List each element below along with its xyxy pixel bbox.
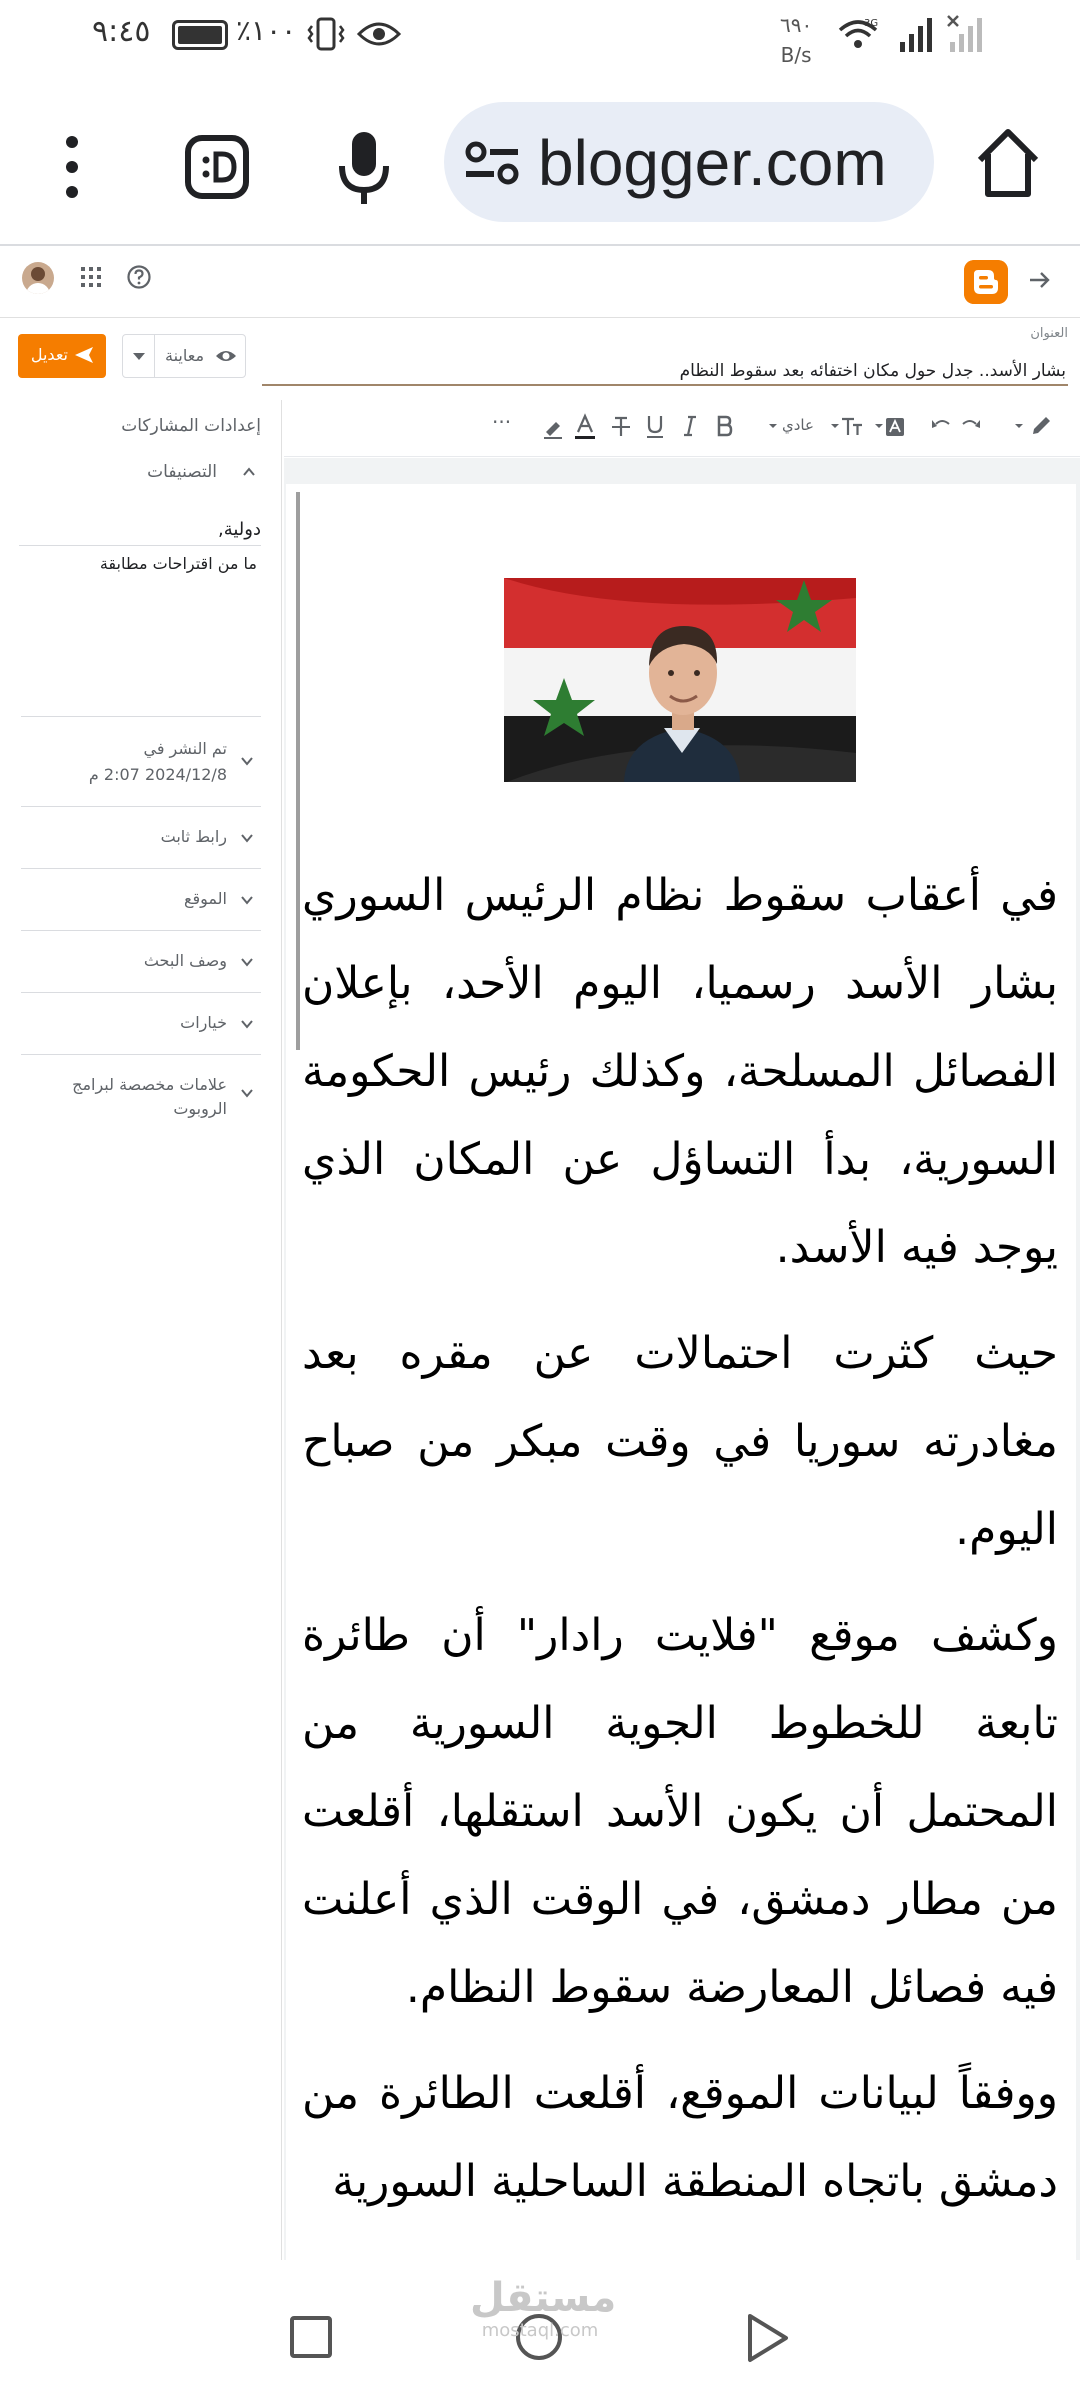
chevron-down-icon <box>239 954 255 970</box>
blogger-logo-icon[interactable] <box>964 260 1008 304</box>
paragraph: في أعقاب سقوط نظام الرئيس السوري بشار الأسد رسميا، اليوم الأحد، بإعلان الفصائل المسلحة، وكذلك رئيس الحكومة السورية، بدأ التساؤل عن المكان الذي يوجد فيه الأسد. <box>302 870 1058 1273</box>
options-section[interactable] <box>21 992 261 1054</box>
published-date: 2024/12/8 2:07 م <box>88 765 227 784</box>
toolbar-divider <box>0 244 1080 246</box>
chevron-down-icon <box>239 753 255 769</box>
preview-button-group <box>122 334 246 378</box>
search-description-section[interactable] <box>21 930 261 992</box>
title-caption: العنوان <box>1030 326 1068 341</box>
editor-toolbar <box>284 404 1080 450</box>
location-label: الموقع <box>184 889 227 908</box>
preview-dropdown-icon[interactable] <box>123 335 155 377</box>
font-size-icon[interactable] <box>830 412 864 442</box>
update-button[interactable] <box>18 334 106 378</box>
permalink-label: رابط ثابت <box>160 827 227 846</box>
vibrate-icon <box>306 16 346 52</box>
battery-icon <box>172 20 228 50</box>
chevron-down-icon[interactable] <box>1014 412 1024 442</box>
pencil-icon[interactable] <box>1028 412 1054 442</box>
undo-icon[interactable] <box>930 412 952 442</box>
chevron-up-icon <box>241 464 257 480</box>
labels-header: التصنيفات <box>147 462 217 482</box>
wifi-icon <box>836 16 880 52</box>
discover-icon[interactable] <box>182 132 252 202</box>
watermark-url: mostaql.com <box>481 2320 599 2341</box>
text-color-icon[interactable] <box>574 412 596 442</box>
eye-icon <box>215 348 237 364</box>
preview-label: معاينة <box>165 346 205 365</box>
robots-tags-section[interactable] <box>21 1054 261 1134</box>
italic-icon[interactable] <box>680 412 700 442</box>
url-text[interactable]: blogger.com <box>538 127 887 199</box>
browser-toolbar <box>0 88 1080 238</box>
bold-icon[interactable] <box>714 412 734 442</box>
published-section[interactable] <box>21 716 261 806</box>
underline-icon[interactable] <box>644 412 666 442</box>
format-dropdown[interactable]: عادي <box>782 416 814 434</box>
labels-section-header[interactable] <box>21 460 257 490</box>
signal-icon <box>896 14 940 54</box>
post-body-text[interactable] <box>302 852 1058 2244</box>
editor-caret <box>296 492 300 1050</box>
blogger-header <box>0 248 1080 318</box>
redo-icon[interactable] <box>960 412 982 442</box>
post-settings-panel <box>0 400 282 2260</box>
post-title-input[interactable]: بشار الأسد.. جدل حول مكان اختفائه بعد سقوط النظام <box>262 356 1068 386</box>
preview-button[interactable] <box>155 335 245 377</box>
toolbar-divider <box>284 456 1080 457</box>
mic-icon[interactable] <box>334 128 394 208</box>
system-nav-bar <box>0 2260 1080 2400</box>
signal-no-sim-icon <box>946 14 990 54</box>
send-icon <box>74 346 94 364</box>
chevron-down-icon[interactable] <box>768 412 778 442</box>
location-section[interactable] <box>21 868 261 930</box>
net-speed: ٦٩٠ B/s <box>780 13 813 67</box>
post-image[interactable] <box>504 578 856 782</box>
published-label: تم النشر في <box>143 739 227 758</box>
chevron-down-icon <box>239 1016 255 1032</box>
post-settings-heading: إعدادات المشاركات <box>121 416 261 436</box>
permalink-section[interactable] <box>21 806 261 868</box>
more-options-button[interactable]: ··· <box>492 410 512 434</box>
paragraph: حيث كثرت احتمالات عن مقره بعد مغادرته سوريا في وقت مبكر من صباح اليوم. <box>302 1328 1058 1555</box>
paragraph: وكشف موقع "فلايت رادار" أن طائرة تابعة للخطوط الجوية السورية من المحتمل أن يكون الأسد استقلها، أقلعت من مطار دمشق، في الوقت الذي أعلنت فيه فصائل المعارضة سقوط النظام. <box>302 1610 1058 2013</box>
svg-text:3G: 3G <box>864 18 879 29</box>
options-label: خيارات <box>180 1013 227 1032</box>
chevron-down-icon <box>239 1085 255 1101</box>
robots-tags-label-line1: علامات مخصصة لبرامج <box>72 1075 227 1094</box>
update-label: تعديل <box>30 345 68 364</box>
watermark-logo: مستقل <box>470 2275 617 2321</box>
status-bar <box>0 0 1080 78</box>
recents-icon[interactable] <box>290 2316 332 2358</box>
paragraph: ووفقاً لبيانات الموقع، أقلعت الطائرة من دمشق باتجاه المنطقة الساحلية السورية <box>302 2068 1058 2207</box>
status-time: ٩:٤٥ <box>92 14 151 49</box>
avatar[interactable] <box>22 262 54 294</box>
help-icon[interactable] <box>126 264 152 290</box>
arrow-forward-icon[interactable] <box>1026 266 1054 294</box>
tune-icon[interactable] <box>464 138 520 188</box>
battery-percent: ٪١٠٠ <box>236 14 297 47</box>
eye-icon <box>356 20 402 48</box>
labels-input[interactable]: دولية, <box>19 514 261 546</box>
omnibox[interactable] <box>444 102 934 222</box>
labels-suggestion-hint: ما من اقتراحات مطابقة <box>99 554 257 573</box>
link-icon[interactable] <box>540 412 566 442</box>
home-icon[interactable] <box>972 124 1044 200</box>
search-description-label: وصف البحث <box>143 951 227 970</box>
highlight-icon[interactable] <box>874 412 908 442</box>
chevron-down-icon <box>239 892 255 908</box>
apps-grid-icon[interactable] <box>80 266 102 288</box>
chevron-down-icon <box>239 830 255 846</box>
more-vert-icon[interactable] <box>48 132 96 202</box>
back-nav-icon[interactable] <box>744 2312 792 2364</box>
strikethrough-icon[interactable] <box>610 412 632 442</box>
robots-tags-label-line2: الروبوت <box>173 1099 227 1118</box>
